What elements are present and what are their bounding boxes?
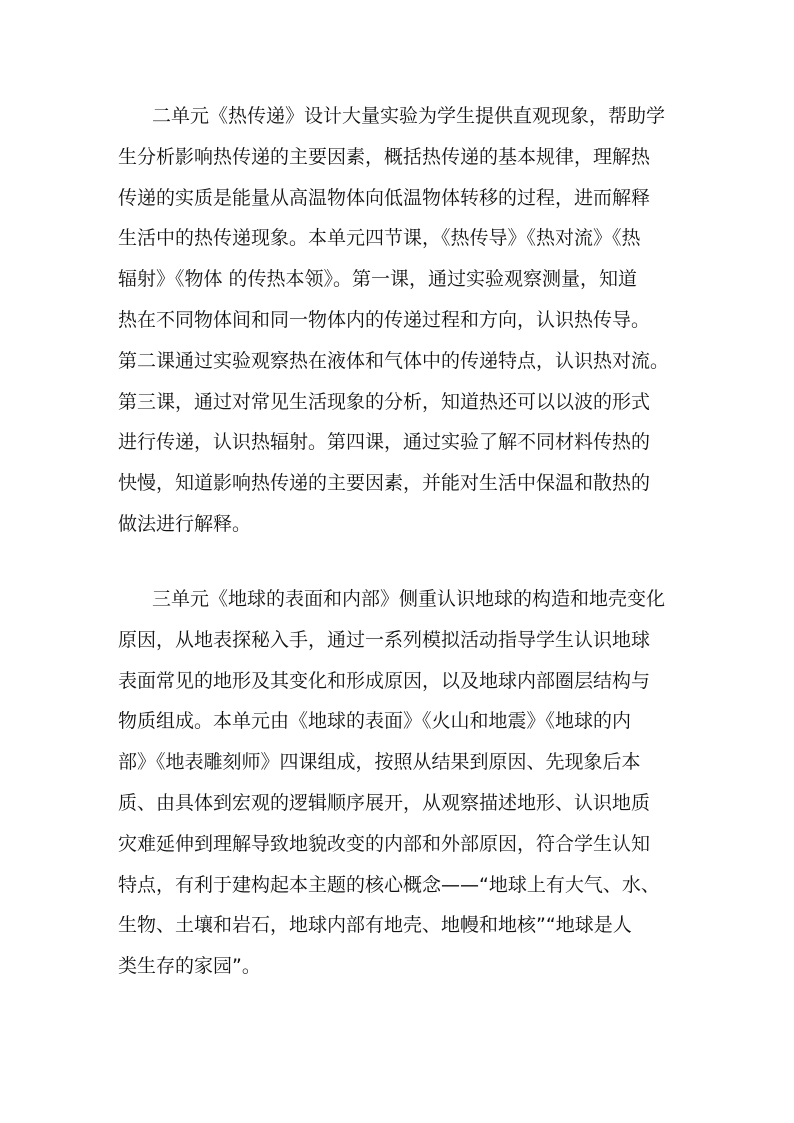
paragraph-line: 生分析影响热传递的主要因素，概括热传递的基本规律，理解热 — [118, 145, 651, 168]
paragraph-line: 快慢，知道影响热传递的主要因素，并能对生活中保温和散热的 — [118, 472, 651, 495]
paragraph-line: 第三课，通过对常见生活现象的分析，知道热还可以以波的形式 — [118, 390, 651, 413]
paragraph-line: 特点，有利于建构起本主题的核心概念——“地球上有大气、水、 — [118, 873, 660, 896]
paragraph-line: 第二课通过实验观察热在液体和气体中的传递特点，认识热对流。 — [118, 349, 670, 372]
paragraph-line: 传递的实质是能量从高温物体向低温物体转移的过程，进而解释 — [118, 186, 651, 209]
paragraph-line: 生活中的热传递现象。本单元四节课，《热传导》《热对流》《热 — [118, 227, 641, 250]
paragraph-line: 灾难延伸到理解导致地貌改变的内部和外部原因，符合学生认知 — [118, 832, 651, 855]
paragraph-line: 二单元《热传递》设计大量实验为学生提供直观现象，帮助学 — [152, 105, 666, 127]
paragraph-line: 进行传递，认识热辐射。第四课，通过实验了解不同材料传热的 — [118, 431, 651, 454]
paragraph-line: 生物、土壤和岩石，地球内部有地壳、地幔和地核”“地球是人 — [118, 914, 632, 937]
paragraph-line: 三单元《地球的表面和内部》侧重认识地球的构造和地壳变化 — [152, 588, 666, 610]
paragraph-line: 辐射》《物体 的传热本领》。第一课，通过实验观察测量，知道 — [118, 268, 638, 291]
paragraph-line: 类生存的家园”。 — [118, 955, 261, 978]
paragraph-heat-transfer-unit — [118, 96, 688, 545]
paragraph-line: 做法进行解释。 — [118, 512, 252, 535]
paragraph-line: 物质组成。本单元由《地球的表面》《火山和地震》《地球的内 — [118, 710, 632, 733]
paragraph-line: 质、由具体到宏观的逻辑顺序展开，从观察描述地形、认识地质 — [118, 791, 651, 814]
paragraph-earth-surface-unit — [118, 579, 688, 987]
paragraph-line: 热在不同物体间和同一物体内的传递过程和方向，认识热传导。 — [118, 308, 651, 331]
paragraph-line: 部》《地表雕刻师》四课组成，按照从结果到原因、先现象后本 — [118, 751, 641, 774]
paragraph-line: 表面常见的地形及其变化和形成原因，以及地球内部圈层结构与 — [118, 669, 651, 692]
paragraph-line: 原因，从地表探秘入手，通过一系列模拟活动指导学生认识地球 — [118, 628, 651, 651]
